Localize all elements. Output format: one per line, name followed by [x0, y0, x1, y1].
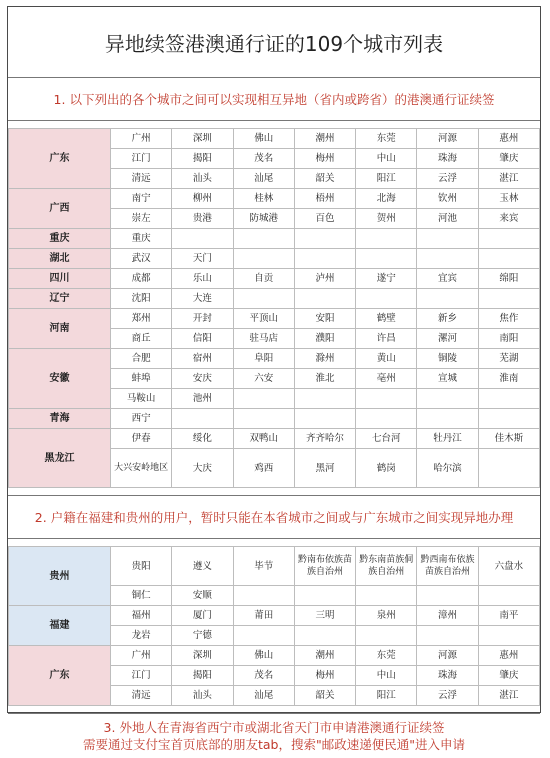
- city-cell: [417, 229, 478, 249]
- city-cell: [294, 586, 355, 606]
- city-cell: [356, 389, 417, 409]
- city-cell: 沈阳: [111, 289, 172, 309]
- city-cell: 宁德: [172, 626, 233, 646]
- city-cell: 柳州: [172, 189, 233, 209]
- city-cell: 七台河: [356, 429, 417, 449]
- city-cell: 广州: [111, 646, 172, 666]
- city-cell: 泸州: [294, 269, 355, 289]
- city-cell: 亳州: [356, 369, 417, 389]
- city-cell: [294, 409, 355, 429]
- city-cell: 佛山: [233, 646, 294, 666]
- city-cell: 珠海: [417, 666, 478, 686]
- city-cell: 阳江: [356, 169, 417, 189]
- city-cell: 南宁: [111, 189, 172, 209]
- note-line-1: 3. 外地人在青海省西宁市或湖北省天门市申请港澳通行证续签: [103, 720, 445, 735]
- city-list-document: [7, 6, 541, 752]
- city-cell: 濮阳: [294, 329, 355, 349]
- city-cell: [417, 289, 478, 309]
- city-cell: 桂林: [233, 189, 294, 209]
- city-cell: 肇庆: [478, 666, 539, 686]
- city-cell: [478, 249, 539, 269]
- city-cell: [356, 289, 417, 309]
- city-cell: [356, 249, 417, 269]
- city-cell: 大庆: [172, 449, 233, 488]
- city-cell: 深圳: [172, 646, 233, 666]
- city-cell: 自贡: [233, 269, 294, 289]
- table-row: [9, 249, 540, 269]
- section1-heading: 1. 以下列出的各个城市之间可以实现相互异地（省内或跨省）的港澳通行证续签: [8, 78, 540, 121]
- city-cell: 南平: [478, 606, 539, 626]
- city-cell: 宜宾: [417, 269, 478, 289]
- city-cell: 来宾: [478, 209, 539, 229]
- city-cell: 湛江: [478, 686, 539, 706]
- city-cell: [417, 586, 478, 606]
- city-cell: [294, 289, 355, 309]
- city-cell: [478, 409, 539, 429]
- city-cell: 合肥: [111, 349, 172, 369]
- city-cell: 贵港: [172, 209, 233, 229]
- province-cell: 广东: [9, 646, 111, 706]
- city-cell: 大连: [172, 289, 233, 309]
- city-cell: [233, 409, 294, 429]
- city-cell: 芜湖: [478, 349, 539, 369]
- city-cell: 绥化: [172, 429, 233, 449]
- city-cell: [478, 229, 539, 249]
- city-cell: 梅州: [294, 149, 355, 169]
- city-cell: 福州: [111, 606, 172, 626]
- city-cell: 珠海: [417, 149, 478, 169]
- city-cell: 宿州: [172, 349, 233, 369]
- city-cell: 绵阳: [478, 269, 539, 289]
- city-cell: 潮州: [294, 129, 355, 149]
- city-cell: 淮北: [294, 369, 355, 389]
- city-cell: 北海: [356, 189, 417, 209]
- city-cell: 哈尔滨: [417, 449, 478, 488]
- city-cell: 江门: [111, 666, 172, 686]
- city-cell: 东莞: [356, 646, 417, 666]
- city-cell: [294, 389, 355, 409]
- city-cell: 毕节: [233, 547, 294, 586]
- city-cell: 梧州: [294, 189, 355, 209]
- city-cell: 莆田: [233, 606, 294, 626]
- city-cell: 西宁: [111, 409, 172, 429]
- city-cell: 许昌: [356, 329, 417, 349]
- city-cell: 黔西南布依族苗族自治州: [417, 547, 478, 586]
- table-row: [9, 189, 540, 209]
- city-cell: [356, 586, 417, 606]
- city-cell: [233, 229, 294, 249]
- table-row: [9, 409, 540, 429]
- province-cell: 贵州: [9, 547, 111, 606]
- city-cell: 湛江: [478, 169, 539, 189]
- city-cell: 池州: [172, 389, 233, 409]
- city-cell: 平顶山: [233, 309, 294, 329]
- table-row: [9, 606, 540, 626]
- city-cell: 钦州: [417, 189, 478, 209]
- city-cell: 肇庆: [478, 149, 539, 169]
- city-cell: [417, 626, 478, 646]
- city-cell: 佳木斯: [478, 429, 539, 449]
- table-row: [9, 129, 540, 149]
- city-cell: 信阳: [172, 329, 233, 349]
- table-row: [9, 229, 540, 249]
- city-cell: 江门: [111, 149, 172, 169]
- city-cell: 鹤岗: [356, 449, 417, 488]
- city-cell: 牡丹江: [417, 429, 478, 449]
- city-cell: 遵义: [172, 547, 233, 586]
- city-cell: [356, 409, 417, 429]
- city-cell: 阜阳: [233, 349, 294, 369]
- city-cell: 漯河: [417, 329, 478, 349]
- city-cell: [417, 409, 478, 429]
- province-cell: 青海: [9, 409, 111, 429]
- city-cell: 深圳: [172, 129, 233, 149]
- province-cell: 四川: [9, 269, 111, 289]
- city-cell: 焦作: [478, 309, 539, 329]
- city-cell: 惠州: [478, 646, 539, 666]
- city-cell: 马鞍山: [111, 389, 172, 409]
- table-row: [9, 309, 540, 329]
- city-cell: 韶关: [294, 686, 355, 706]
- city-cell: 黄山: [356, 349, 417, 369]
- city-cell: 淮南: [478, 369, 539, 389]
- city-cell: 六安: [233, 369, 294, 389]
- city-cell: [294, 626, 355, 646]
- section2-table: [8, 546, 540, 706]
- city-cell: 河池: [417, 209, 478, 229]
- city-cell: 云浮: [417, 686, 478, 706]
- section1-table: [8, 128, 540, 488]
- city-cell: 韶关: [294, 169, 355, 189]
- province-cell: 河南: [9, 309, 111, 349]
- city-cell: 六盘水: [478, 547, 539, 586]
- city-cell: 中山: [356, 666, 417, 686]
- city-cell: 贵阳: [111, 547, 172, 586]
- table-row: [9, 269, 540, 289]
- city-cell: 三明: [294, 606, 355, 626]
- city-cell: 茂名: [233, 666, 294, 686]
- city-cell: 南阳: [478, 329, 539, 349]
- city-cell: 安顺: [172, 586, 233, 606]
- city-cell: [233, 389, 294, 409]
- table-row: [9, 349, 540, 369]
- city-cell: 重庆: [111, 229, 172, 249]
- city-cell: 鹤壁: [356, 309, 417, 329]
- city-cell: 遂宁: [356, 269, 417, 289]
- note-line-2: 需要通过支付宝首页底部的朋友tab，搜索"邮政速递便民通"进入申请: [83, 737, 465, 752]
- city-cell: 百色: [294, 209, 355, 229]
- city-cell: 铜陵: [417, 349, 478, 369]
- city-cell: 贺州: [356, 209, 417, 229]
- table-row: [9, 289, 540, 309]
- city-cell: 中山: [356, 149, 417, 169]
- city-cell: 鸡西: [233, 449, 294, 488]
- city-cell: 广州: [111, 129, 172, 149]
- city-cell: [417, 389, 478, 409]
- city-cell: 玉林: [478, 189, 539, 209]
- city-cell: 梅州: [294, 666, 355, 686]
- city-cell: 阳江: [356, 686, 417, 706]
- city-cell: [233, 289, 294, 309]
- city-cell: 乐山: [172, 269, 233, 289]
- city-cell: 汕头: [172, 169, 233, 189]
- city-cell: [356, 229, 417, 249]
- city-cell: 成都: [111, 269, 172, 289]
- city-cell: 河源: [417, 129, 478, 149]
- city-cell: 汕尾: [233, 169, 294, 189]
- province-cell: 广西: [9, 189, 111, 229]
- table-row: [9, 547, 540, 586]
- section2-heading: 2. 户籍在福建和贵州的用户，暂时只能在本省城市之间或与广东城市之间实现异地办理: [8, 495, 540, 539]
- city-cell: 清远: [111, 686, 172, 706]
- city-cell: 崇左: [111, 209, 172, 229]
- province-cell: 辽宁: [9, 289, 111, 309]
- city-cell: 防城港: [233, 209, 294, 229]
- city-cell: 佛山: [233, 129, 294, 149]
- city-cell: 厦门: [172, 606, 233, 626]
- city-cell: [233, 626, 294, 646]
- city-cell: [294, 229, 355, 249]
- page-title: 异地续签港澳通行证的109个城市列表: [8, 7, 540, 78]
- city-cell: 宣城: [417, 369, 478, 389]
- city-cell: 安庆: [172, 369, 233, 389]
- city-cell: 蚌埠: [111, 369, 172, 389]
- city-cell: 东莞: [356, 129, 417, 149]
- city-cell: [233, 249, 294, 269]
- city-cell: 黔东南苗族侗族自治州: [356, 547, 417, 586]
- city-cell: 云浮: [417, 169, 478, 189]
- city-cell: 龙岩: [111, 626, 172, 646]
- city-cell: 黔南布依族苗族自治州: [294, 547, 355, 586]
- city-cell: 新乡: [417, 309, 478, 329]
- city-cell: 天门: [172, 249, 233, 269]
- city-cell: 漳州: [417, 606, 478, 626]
- city-cell: 开封: [172, 309, 233, 329]
- city-cell: 汕头: [172, 686, 233, 706]
- city-cell: 武汉: [111, 249, 172, 269]
- city-cell: 商丘: [111, 329, 172, 349]
- city-cell: 伊春: [111, 429, 172, 449]
- city-cell: 安阳: [294, 309, 355, 329]
- section3-note: [8, 713, 540, 758]
- city-cell: [233, 586, 294, 606]
- city-cell: 驻马店: [233, 329, 294, 349]
- city-cell: 潮州: [294, 646, 355, 666]
- province-cell: 福建: [9, 606, 111, 646]
- province-cell: 黑龙江: [9, 429, 111, 488]
- city-cell: [172, 409, 233, 429]
- city-cell: 泉州: [356, 606, 417, 626]
- city-cell: 茂名: [233, 149, 294, 169]
- city-cell: [356, 626, 417, 646]
- city-cell: [478, 449, 539, 488]
- city-cell: [417, 249, 478, 269]
- city-cell: 铜仁: [111, 586, 172, 606]
- city-cell: [478, 626, 539, 646]
- city-cell: 黑河: [294, 449, 355, 488]
- city-cell: 滁州: [294, 349, 355, 369]
- city-cell: [172, 229, 233, 249]
- city-cell: 齐齐哈尔: [294, 429, 355, 449]
- city-cell: 揭阳: [172, 149, 233, 169]
- city-cell: 双鸭山: [233, 429, 294, 449]
- city-cell: 揭阳: [172, 666, 233, 686]
- province-cell: 重庆: [9, 229, 111, 249]
- city-cell: 河源: [417, 646, 478, 666]
- city-cell: 汕尾: [233, 686, 294, 706]
- city-cell: [294, 249, 355, 269]
- city-cell: [478, 586, 539, 606]
- province-cell: 安徽: [9, 349, 111, 409]
- table-row: [9, 429, 540, 449]
- province-cell: 湖北: [9, 249, 111, 269]
- province-cell: 广东: [9, 129, 111, 189]
- city-cell: [478, 289, 539, 309]
- city-cell: 大兴安岭地区: [111, 449, 172, 488]
- city-cell: 郑州: [111, 309, 172, 329]
- city-cell: 清远: [111, 169, 172, 189]
- city-cell: [478, 389, 539, 409]
- table-row: [9, 646, 540, 666]
- city-cell: 惠州: [478, 129, 539, 149]
